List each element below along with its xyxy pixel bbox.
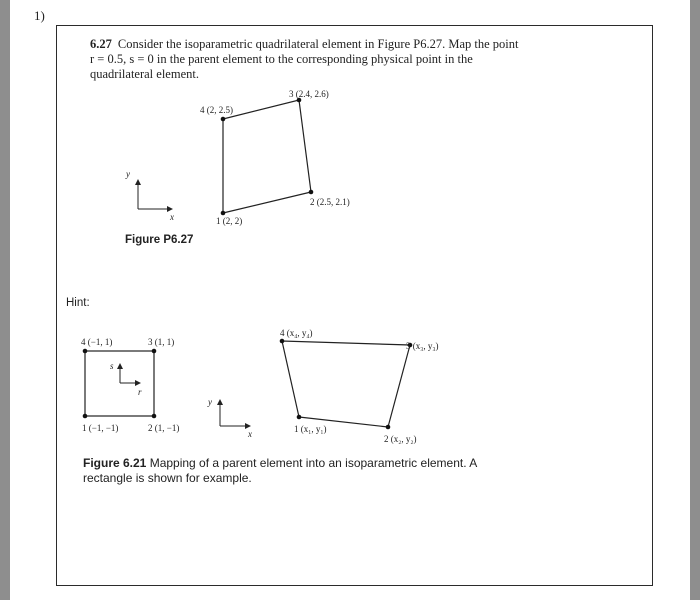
- global-axes: [207, 397, 252, 439]
- axis-r-label: r: [138, 387, 142, 397]
- node-4-label: 4 (2, 2.5): [200, 105, 233, 115]
- parent-node-2-dot: [152, 414, 157, 419]
- parent-node-3-dot: [152, 349, 157, 354]
- node-2-dot: [309, 190, 314, 195]
- problem-line-2: r = 0.5, s = 0 in the parent element to the corresponding physical point in the: [90, 52, 473, 66]
- physical-node-4-dot: [280, 339, 285, 344]
- physical-element: [280, 328, 439, 444]
- global-axis-y-label: y: [208, 397, 212, 407]
- parent-node-1-dot: [83, 414, 88, 419]
- figure-p627: [125, 89, 350, 226]
- physical-node-2-dot: [386, 425, 391, 430]
- problem-line-3: quadrilateral element.: [90, 67, 199, 81]
- figure-621-caption-text: Mapping of a parent element into an isoparametric element. A rectangle is shown for example.: [83, 456, 477, 485]
- node-2-label: 2 (2.5, 2.1): [310, 197, 350, 207]
- global-axis-x-label: x: [248, 429, 252, 439]
- figures-canvas: [10, 0, 690, 600]
- axis-y-label: y: [126, 169, 130, 179]
- physical-node-3-label: 3 (x₃, y₃): [406, 341, 439, 351]
- question-number: 1): [34, 8, 45, 23]
- problem-line-1: Consider the isoparametric quadrilateral element in Figure P6.27. Map the point: [117, 37, 519, 51]
- parent-node-3-label: 3 (1, 1): [148, 337, 175, 347]
- node-4-dot: [221, 117, 226, 122]
- parent-node-4-dot: [83, 349, 88, 354]
- axis-s-label: s: [110, 361, 114, 371]
- physical-quad: [282, 341, 410, 427]
- physical-node-1-dot: [297, 415, 302, 420]
- physical-node-2-label: 2 (x₂, y₂): [384, 434, 417, 444]
- node-1-dot: [221, 211, 226, 216]
- figure-621-caption: [83, 456, 503, 486]
- physical-node-1-label: 1 (x₁, y₁): [294, 424, 327, 434]
- parent-node-2-label: 2 (1, −1): [148, 423, 180, 433]
- node-1-label: 1 (2, 2): [216, 216, 243, 226]
- parent-node-1-label: 1 (−1, −1): [82, 423, 119, 433]
- parent-node-4-label: 4 (−1, 1): [81, 337, 113, 347]
- quad-element: [223, 100, 311, 213]
- figure-p627-caption: Figure P6.27: [125, 234, 194, 246]
- figure-621-caption-bold: Figure 6.21: [83, 456, 147, 470]
- hint-label: Hint:: [66, 297, 90, 309]
- problem-number: 6.27: [90, 37, 112, 51]
- parent-square: [85, 351, 154, 416]
- node-3-label: 3 (2.4, 2.6): [289, 89, 329, 99]
- parent-element: [81, 337, 179, 433]
- page: [10, 0, 690, 600]
- physical-node-4-label: 4 (x₄, y₄): [280, 328, 313, 338]
- axis-x-label: x: [170, 212, 174, 222]
